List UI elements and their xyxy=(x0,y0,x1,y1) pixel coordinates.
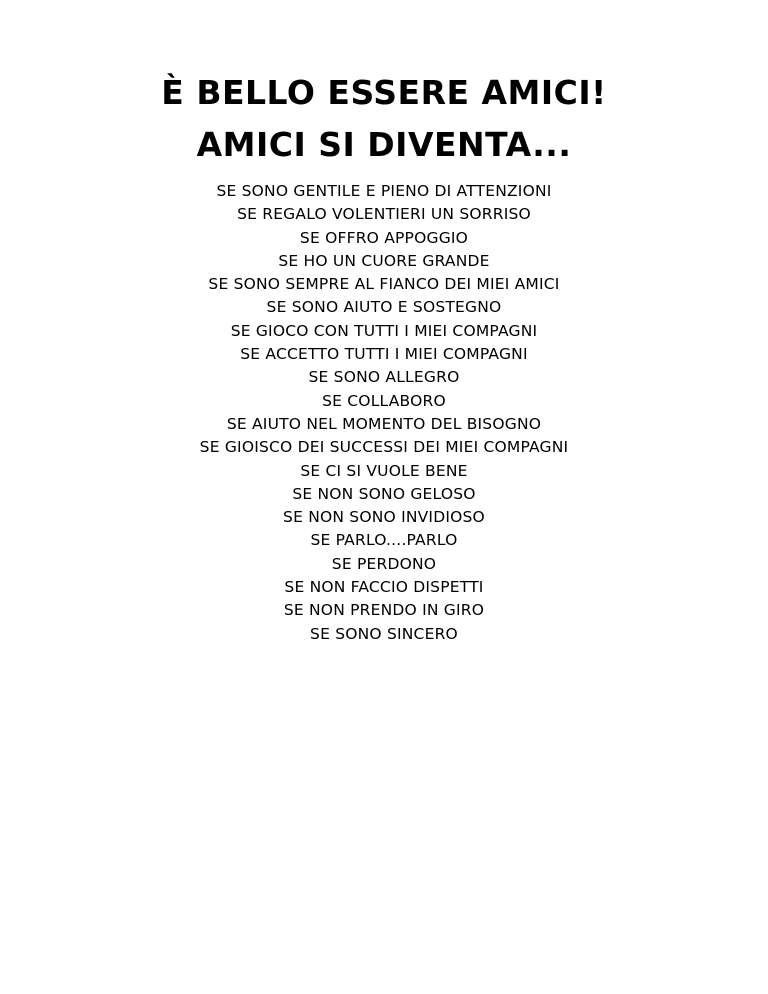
poem-line: SE SONO SINCERO xyxy=(310,624,458,643)
poem-line: SE CI SI VUOLE BENE xyxy=(300,461,468,480)
poem-line: SE AIUTO NEL MOMENTO DEL BISOGNO xyxy=(226,414,542,433)
title-line-2: AMICI SI DIVENTA... xyxy=(196,125,572,164)
poem-line: SE PERDONO xyxy=(331,554,437,573)
poem-line: SE NON SONO INVIDIOSO xyxy=(283,508,485,527)
poem-line: SE OFFRO APPOGGIO xyxy=(299,228,469,247)
poem-line: SE GIOCO CON TUTTI I MIEI COMPAGNI xyxy=(230,321,538,340)
poem-line: SE NON FACCIO DISPETTI xyxy=(284,578,484,597)
poem-line: SE HO UN CUORE GRANDE xyxy=(278,251,490,270)
poem-lines xyxy=(0,180,768,646)
poem-line: SE NON SONO GELOSO xyxy=(292,484,476,503)
title-line-1: È BELLO ESSERE AMICI! xyxy=(161,73,607,112)
poem-line: SE SONO ALLEGRO xyxy=(308,368,460,387)
poem-line: SE GIOISCO DEI SUCCESSI DEI MIEI COMPAGNI xyxy=(199,438,569,457)
poem-line: SE PARLO....PARLO xyxy=(310,531,458,550)
poem-line: SE ACCETTO TUTTI I MIEI COMPAGNI xyxy=(240,345,528,364)
poem-line: SE SONO GENTILE E PIENO DI ATTENZIONI xyxy=(216,182,552,200)
poem-line: SE REGALO VOLENTIERI UN SORRISO xyxy=(237,205,531,224)
poem-line: SE NON PRENDO IN GIRO xyxy=(283,601,485,620)
poem-line: SE SONO SEMPRE AL FIANCO DEI MIEI AMICI xyxy=(208,275,560,294)
poem-line: SE COLLABORO xyxy=(322,391,446,410)
poem-line: SE SONO AIUTO E SOSTEGNO xyxy=(266,298,502,317)
